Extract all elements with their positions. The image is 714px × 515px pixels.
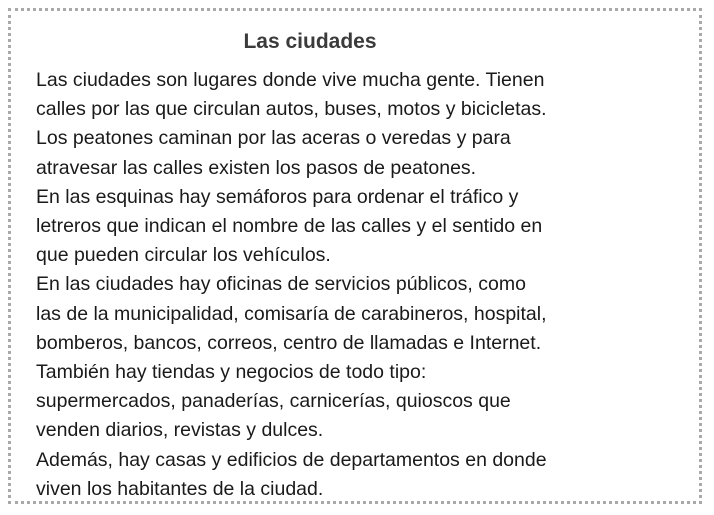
document-title: Las ciudades: [243, 30, 377, 53]
text-line: En las esquinas hay semáforos para ordenar el tráfico y: [36, 185, 519, 208]
text-line: supermercados, panaderías, carnicerías, quioscos que: [36, 390, 511, 413]
text-line: venden diarios, revistas y dulces.: [36, 419, 324, 442]
text-line: Las ciudades son lugares donde vive mucha gente. Tienen: [36, 69, 545, 91]
text-line: Los peatones caminan por las aceras o veredas y para: [36, 127, 511, 150]
text-line: las de la municipalidad, comisaría de carabineros, hospital,: [36, 302, 547, 325]
document-body: [36, 66, 676, 504]
text-line: calles por las que circulan autos, buses, motos y bicicletas.: [36, 98, 547, 121]
text-line: También hay tiendas y negocios de todo tipo:: [36, 361, 427, 384]
text-line: atravesar las calles existen los pasos de peatones.: [36, 156, 477, 179]
text-line: Además, hay casas y edificios de departamentos en donde: [36, 448, 547, 471]
text-line: En las ciudades hay oficinas de servicios públicos, como: [36, 273, 526, 296]
text-line: que pueden circular los vehículos.: [36, 244, 331, 267]
text-line: bomberos, bancos, correos, centro de llamadas e Internet.: [36, 331, 542, 354]
text-line: viven los habitantes de la ciudad.: [36, 477, 324, 500]
text-line: letreros que indican el nombre de las calles y el sentido en: [36, 215, 543, 238]
